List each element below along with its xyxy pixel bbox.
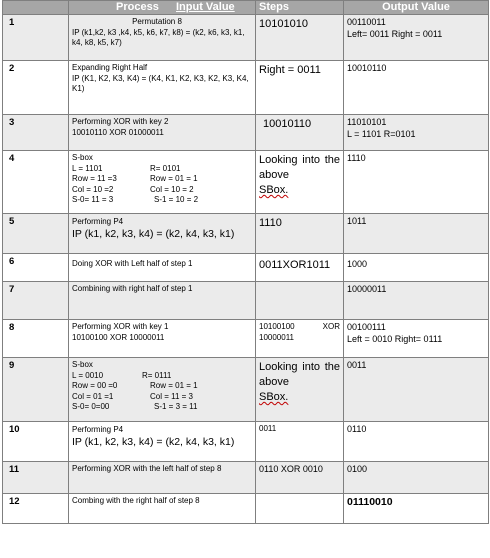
sbox-right: Row = 01 = 1	[150, 174, 198, 183]
output-line: 10010110	[347, 63, 387, 73]
sbox-left: Col = 10 =2	[72, 184, 114, 194]
row-number: 7	[3, 282, 69, 320]
output-cell	[344, 151, 489, 214]
process-cell	[69, 494, 256, 524]
output-line: 00100111	[347, 322, 386, 332]
table-row	[3, 254, 489, 282]
sbox-grid	[72, 164, 252, 206]
sbox-left: S-0= 0=00	[72, 402, 110, 411]
output-cell	[344, 462, 489, 494]
row-number: 1	[3, 15, 69, 61]
sbox-right: S-1 = 3 = 11	[154, 402, 198, 411]
process-cell	[69, 61, 256, 115]
header-num	[3, 1, 69, 15]
output-line: L = 1101 R=0101	[347, 128, 416, 139]
output-line: 1110	[347, 153, 366, 163]
process-cell	[69, 115, 256, 151]
output-cell	[344, 61, 489, 115]
process-cell	[69, 422, 256, 462]
process-title: S-box	[72, 360, 93, 369]
output-cell	[344, 214, 489, 254]
output-line: 1011	[347, 216, 367, 226]
process-title: Performing P4	[72, 425, 124, 434]
row-number: 3	[3, 115, 69, 151]
steps-cell	[256, 115, 344, 151]
sbox-right: Col = 10 = 2	[150, 184, 194, 194]
steps-text: 10000011	[259, 332, 294, 342]
steps-cell: 1110	[256, 214, 344, 254]
process-detail: IP (k1,k2, k3 ,k4, k5, k6, k7, k8) = (k2, k6, k3, k1, k4, k8, k5, k7)	[72, 27, 245, 47]
table-row	[3, 494, 489, 524]
output-line: 0100	[347, 464, 368, 474]
steps-value: 10010110	[263, 118, 312, 130]
sbox-right: R= 0101	[150, 163, 181, 173]
process-cell	[69, 320, 256, 358]
process-cell	[69, 282, 256, 320]
steps-cell	[256, 282, 344, 320]
row-number: 10	[3, 422, 69, 462]
process-cell	[69, 358, 256, 422]
sbox-right: R= 0111	[142, 370, 172, 380]
row-number: 6	[3, 254, 69, 282]
output-line: 00110011	[347, 17, 386, 27]
steps-text: 10100100 XOR	[259, 322, 340, 331]
output-cell	[344, 320, 489, 358]
table-row	[3, 422, 489, 462]
output-cell	[344, 358, 489, 422]
steps-cell: 0011	[256, 422, 344, 462]
output-cell	[344, 15, 489, 61]
steps-cell	[256, 358, 344, 422]
process-title: Combining with right half of step 1	[72, 284, 193, 293]
steps-cell	[256, 151, 344, 214]
table-row	[3, 15, 489, 61]
process-cell	[69, 15, 256, 61]
row-number: 9	[3, 358, 69, 422]
process-cell	[69, 254, 256, 282]
process-cell	[69, 151, 256, 214]
process-title: Doing XOR with Left half of step 1	[72, 259, 193, 268]
steps-cell: 0011XOR1011	[256, 254, 344, 282]
header-steps: Steps	[256, 1, 344, 15]
steps-text: SBox.	[259, 391, 289, 403]
steps-cell	[256, 494, 344, 524]
header-input-value: Input Value	[176, 1, 235, 13]
output-line: 01110010	[347, 496, 393, 508]
steps-text: Looking into the above	[259, 361, 340, 388]
output-line: Left = 0010 Right= 0111	[347, 333, 443, 344]
row-number: 11	[3, 462, 69, 494]
steps-text: Looking into the above	[259, 154, 340, 181]
process-title: S-box	[72, 153, 93, 162]
process-title: Performing P4	[72, 217, 124, 226]
header-row	[3, 1, 489, 15]
table-row	[3, 115, 489, 151]
table-row	[3, 320, 489, 358]
table-row	[3, 358, 489, 422]
output-cell	[344, 422, 489, 462]
output-line: 0011	[347, 360, 367, 370]
sbox-grid	[72, 371, 252, 413]
process-title: Permutation 8	[132, 17, 182, 26]
sbox-right: Col = 11 = 3	[150, 391, 193, 401]
process-title: Performing XOR with the left half of step 8	[72, 464, 222, 473]
table-row	[3, 61, 489, 115]
steps-cell	[256, 320, 344, 358]
steps-cell: 10101010	[256, 15, 344, 61]
process-detail: 10010110 XOR 01000011	[72, 127, 164, 137]
row-number: 5	[3, 214, 69, 254]
row-number: 8	[3, 320, 69, 358]
process-detail: 10100100 XOR 10000011	[72, 332, 165, 342]
output-cell	[344, 254, 489, 282]
row-number: 12	[3, 494, 69, 524]
steps-cell: 0110 XOR 0010	[256, 462, 344, 494]
header-output-value: Output Value	[344, 1, 489, 15]
process-title: Performing XOR with key 1	[72, 322, 169, 331]
output-cell	[344, 115, 489, 151]
sbox-left: Row = 11 =3	[72, 174, 117, 183]
output-line: 0110	[347, 424, 367, 434]
row-number: 4	[3, 151, 69, 214]
steps-cell: Right = 0011	[256, 61, 344, 115]
process-title: Expanding Right Half	[72, 63, 148, 72]
row-number: 2	[3, 61, 69, 115]
process-title: Combing with the right half of step 8	[72, 496, 200, 505]
output-line: 11010101	[347, 117, 387, 127]
process-title: Performing XOR with key 2	[72, 117, 169, 126]
sbox-left: Row = 00 =0	[72, 381, 118, 390]
output-cell	[344, 282, 489, 320]
sbox-left: L = 1101	[72, 163, 103, 173]
sbox-left: Col = 01 =1	[72, 391, 114, 401]
sbox-right: S-1 = 10 = 2	[154, 195, 199, 204]
table-row	[3, 282, 489, 320]
table-row	[3, 214, 489, 254]
process-detail: IP (k1, k2, k3, k4) = (k2, k4, k3, k1)	[72, 227, 235, 240]
header-process-input	[69, 1, 256, 15]
table-row	[3, 151, 489, 214]
process-cell	[69, 462, 256, 494]
process-detail: IP (K1, K2, K3, K4) = (K4, K1, K2, K3, K2, K3, K4, K1)	[72, 73, 249, 93]
process-cell	[69, 214, 256, 254]
output-line: 1000	[347, 259, 368, 269]
des-steps-table	[2, 0, 489, 524]
steps-text: SBox.	[259, 184, 289, 196]
sbox-left: S-0= 11 = 3	[72, 195, 114, 204]
output-line: Left= 0011 Right = 0011	[347, 28, 443, 39]
process-detail: IP (k1, k2, k3, k4) = (k2, k4, k3, k1)	[72, 435, 235, 448]
sbox-right: Row = 01 = 1	[150, 381, 198, 390]
output-cell	[344, 494, 489, 524]
sbox-left: L = 0010	[72, 370, 104, 380]
table-row	[3, 462, 489, 494]
header-process: Process	[116, 1, 159, 13]
output-line: 10000011	[347, 284, 387, 294]
